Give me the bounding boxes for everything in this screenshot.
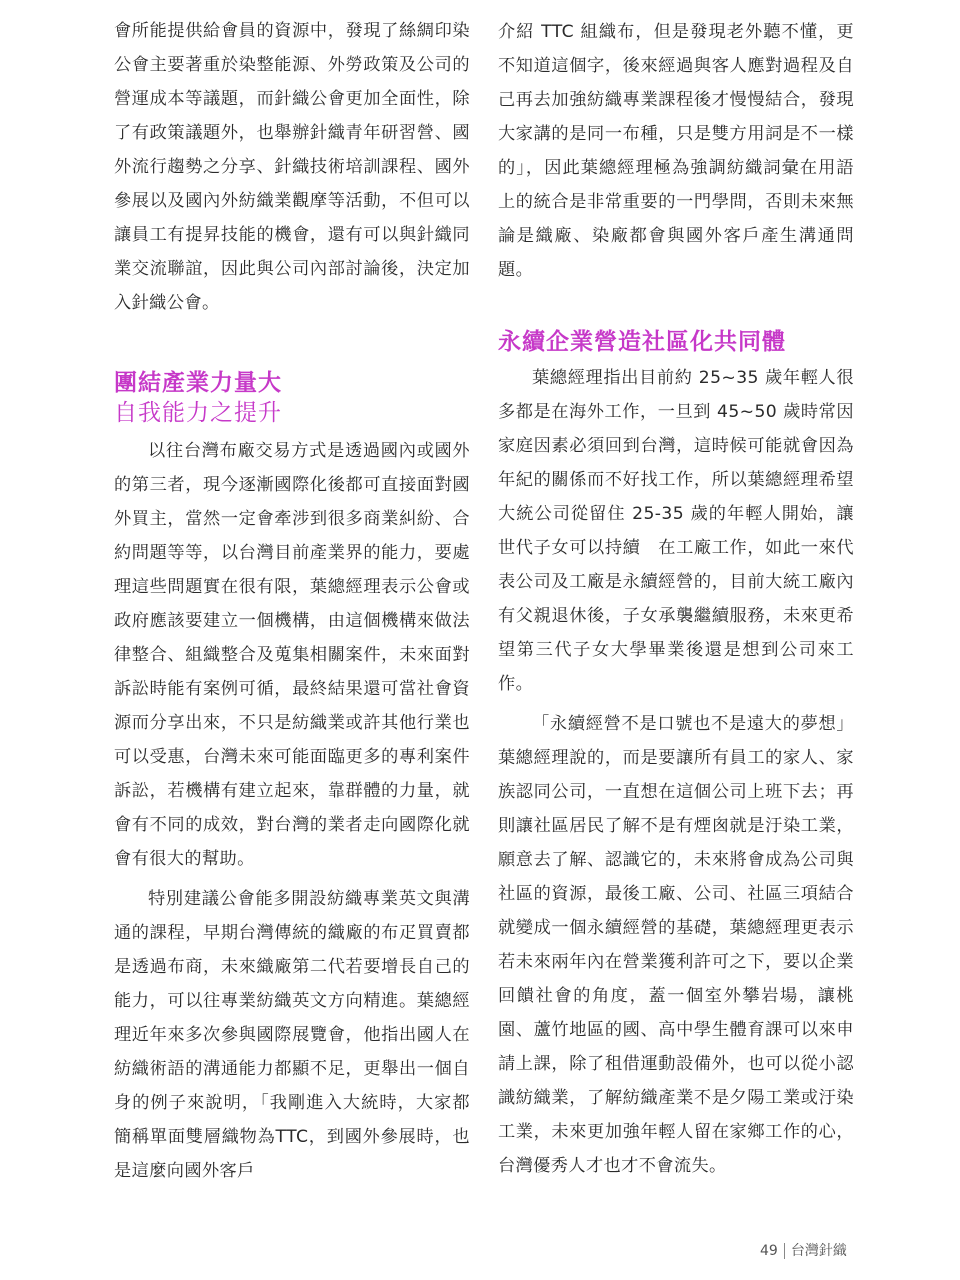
- page-footer: [760, 1240, 847, 1260]
- body-paragraph: 特別建議公會能多開設紡織專業英文與溝通的課程，早期台灣傳統的織廠的布疋買賣都是透過布商，未來織廠第二代若要增長自己的能力，可以往專業紡織英文方向精進。葉總經理近年來多次參與國際展覽會，他指出國人在紡織術語的溝通能力都顯不足，更舉出一個自身的例子來說明，「我剛進入大統時，大家都簡稱單面雙層織物為TTC，到國外參展時，也是這麼向國外客戶: [114, 889, 470, 1181]
- left-column: [114, 14, 470, 1188]
- continued-paragraph: 介紹 TTC 組織布，但是發現老外聽不懂，更不知道這個字，後來經過與客人應對過程及自己再去加強紡織專業課程後才慢慢結合，發現大家講的是同一布種，只是雙方用詞是不一樣的」，因此葉總經理極為強調紡織詞彙在用語上的統合是非常重要的一門學問，否則未來無論是織廠、染廠都會與國外客戶產生溝通問題。: [498, 22, 854, 280]
- section-heading-sustainability: [498, 327, 854, 357]
- intro-paragraph: 會所能提供給會員的資源中，發現了絲綢印染公會主要著重於染整能源、外勞政策及公司的營運成本等議題，而針織公會更加全面性，除了有政策議題外，也舉辦針織青年研習營、國外流行趨勢之分享、針織技術培訓課程、國外參展以及國內外紡織業觀摩等活動，不但可以讓員工有提昇技能的機會，還有可以與針織同業交流聯誼，因此與公司內部討論後，決定加入針織公會。: [114, 21, 470, 313]
- publication-name: 台灣針織: [790, 1243, 847, 1259]
- section-heading-unity: [114, 368, 470, 428]
- section-heading-main: 團結產業力量大: [114, 370, 282, 396]
- section-heading-main: 永續企業營造社區化共同體: [498, 329, 786, 355]
- right-column: [498, 15, 854, 1183]
- body-paragraph: 以往台灣布廠交易方式是透過國內或國外的第三者，現今逐漸國際化後都可直接面對國外買主，當然一定會牽涉到很多商業糾紛、合約問題等等，以台灣目前產業界的能力，要處理這些問題實在很有限，葉總經理表示公會或政府應該要建立一個機構，由這個機構來做法律整合、組織整合及蒐集相關案件，未來面對訴訟時能有案例可循，最終結果還可當社會資源而分享出來，不只是紡織業或許其他行業也可以受惠，台灣未來可能面臨更多的專利案件訴訟，若機構有建立起來，靠群體的力量，就會有不同的成效，對台灣的業者走向國際化就會有很大的幫助。: [114, 441, 470, 869]
- page-number: 49: [760, 1243, 778, 1259]
- footer-divider: [784, 1243, 785, 1259]
- section-heading-sub: 自我能力之提升: [114, 400, 282, 426]
- body-paragraph: 「永續經營不是口號也不是遠大的夢想」葉總經理說的，而是要讓所有員工的家人、家族認同公司，一直想在這個公司上班下去；再則讓社區居民了解不是有煙囪就是汙染工業，願意去了解、認識它的，未來將會成為公司與社區的資源，最後工廠、公司、社區三項結合就變成一個永續經營的基礎，葉總經理更表示若未來兩年內在營業獲利許可之下，要以企業回饋社會的角度，蓋一個室外攀岩場，讓桃園、蘆竹地區的國、高中學生體育課可以來申請上課，除了租借運動設備外，也可以從小認識紡織業，了解紡織產業不是夕陽工業或汙染工業，未來更加強年輕人留在家鄉工作的心，台灣優秀人才也才不會流失。: [498, 714, 854, 1176]
- body-paragraph: 葉總經理指出目前約 25~35 歲年輕人很多都是在海外工作，一旦到 45~50 歲時常因家庭因素必須回到台灣，這時候可能就會因為年紀的關係而不好找工作，所以葉總經理希望大統公司從留住 25-35 歲的年輕人開始，讓世代子女可以持續 在工廠工作，如此一來代表公司及工廠是永續經營的，目前大統工廠內有父親退休後，子女承襲繼續服務，未來更希望第三代子女大學畢業後還是想到公司來工作。: [498, 368, 854, 694]
